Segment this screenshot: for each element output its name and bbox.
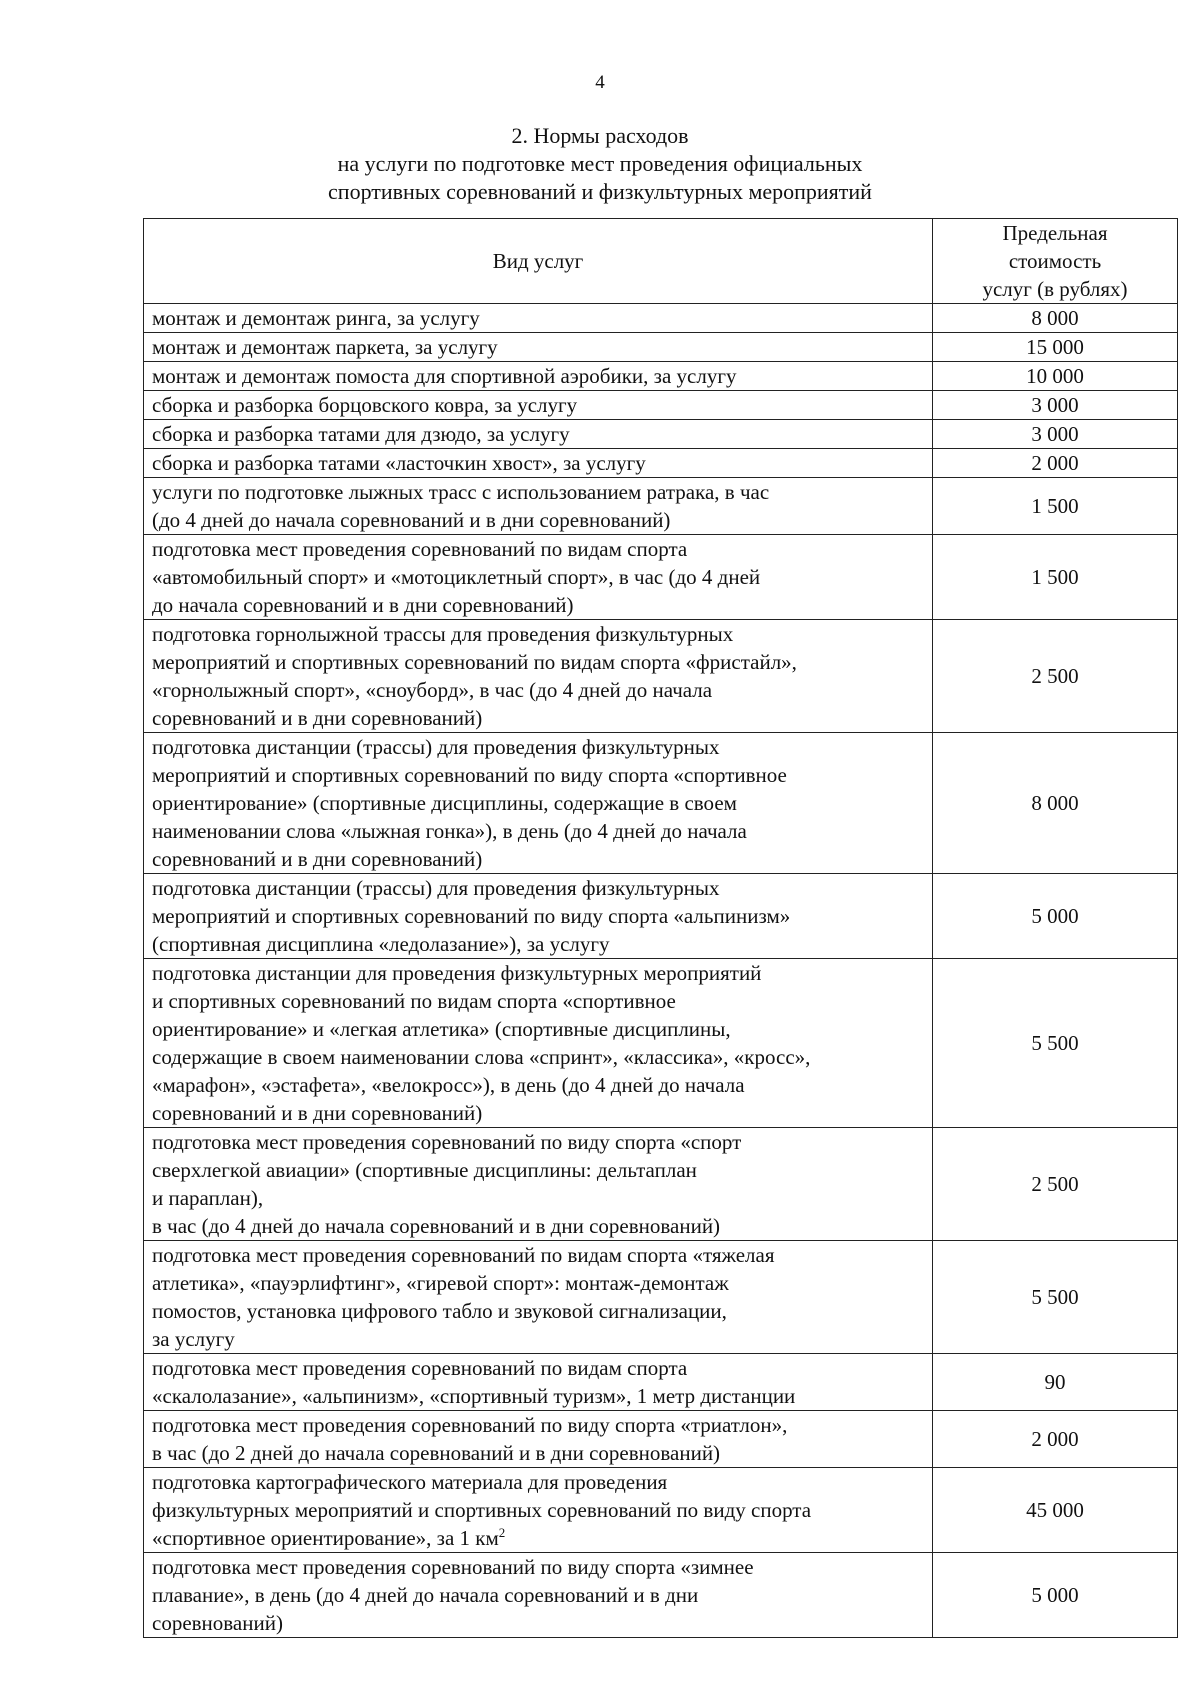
price-value: 8 000 [933, 304, 1178, 333]
service-line-text: соревнований и в дни соревнований) [152, 1101, 483, 1125]
price-value: 5 500 [933, 959, 1178, 1128]
service-line-text: «горнолыжный спорт», «сноуборд», в час (до 4 дней до начала [152, 678, 713, 702]
service-line [152, 1439, 924, 1467]
header-price-line: стоимость [1008, 249, 1102, 273]
service-line [152, 902, 924, 930]
service-line [152, 1128, 924, 1156]
service-line [152, 1382, 924, 1410]
service-line-text: монтаж и демонтаж паркета, за услугу [152, 335, 498, 359]
service-description [144, 535, 933, 620]
service-line-text: «автомобильный спорт» и «мотоциклетный спорт», в час (до 4 дней [152, 565, 761, 589]
service-line [152, 930, 924, 958]
header-service-type: Вид услуг [144, 219, 933, 304]
service-description [144, 449, 933, 478]
service-line-text: мероприятий и спортивных соревнований по видам спорта «фристайл», [152, 650, 797, 674]
table-row [144, 959, 1178, 1128]
price-value: 45 000 [933, 1468, 1178, 1553]
service-line-text: сборка и разборка борцовского ковра, за услугу [152, 393, 578, 417]
section-title [0, 122, 1200, 206]
service-description [144, 391, 933, 420]
table-row [144, 449, 1178, 478]
service-line [152, 1325, 924, 1353]
table-row [144, 333, 1178, 362]
page-number: 4 [595, 72, 605, 93]
service-line-text: сверхлегкой авиации» (спортивные дисциплины: дельтаплан [152, 1158, 697, 1182]
service-line-text: подготовка дистанции (трассы) для проведения физкультурных [152, 735, 720, 759]
service-line-text: соревнований) [152, 1611, 283, 1635]
service-line [152, 362, 924, 390]
service-line [152, 535, 924, 563]
table-row [144, 733, 1178, 874]
service-line-text: ориентирование» (спортивные дисциплины, содержащие в своем [152, 791, 737, 815]
price-value: 2 500 [933, 1128, 1178, 1241]
service-line-text: мероприятий и спортивных соревнований по виду спорта «альпинизм» [152, 904, 791, 928]
service-line [152, 987, 924, 1015]
service-description [144, 959, 933, 1128]
table-row [144, 1354, 1178, 1411]
service-line [152, 506, 924, 534]
service-line [152, 733, 924, 761]
service-line [152, 1524, 924, 1552]
price-value: 1 500 [933, 535, 1178, 620]
unit-superscript: 2 [498, 1525, 506, 1540]
service-description [144, 304, 933, 333]
service-line-text: подготовка дистанции для проведения физкультурных мероприятий [152, 961, 762, 985]
price-value: 5 500 [933, 1241, 1178, 1354]
table-row [144, 1468, 1178, 1553]
table-row [144, 478, 1178, 535]
service-line-text: сборка и разборка татами для дзюдо, за услугу [152, 422, 570, 446]
title-line: 2. Нормы расходов [511, 123, 689, 148]
service-line-text: за услугу [152, 1327, 235, 1351]
service-description [144, 874, 933, 959]
expense-norms-table [143, 218, 1178, 1638]
service-line-text: «скалолазание», «альпинизм», «спортивный туризм», 1 метр дистанции [152, 1384, 796, 1408]
service-line [152, 391, 924, 419]
title-line: спортивных соревнований и физкультурных мероприятий [328, 179, 872, 204]
service-line-text: наименовании слова «лыжная гонка»), в день (до 4 дней до начала [152, 819, 747, 843]
table-row [144, 874, 1178, 959]
price-value: 5 000 [933, 874, 1178, 959]
service-line-text: подготовка дистанции (трассы) для проведения физкультурных [152, 876, 720, 900]
header-max-price [933, 219, 1178, 304]
service-line [152, 1043, 924, 1071]
service-description [144, 733, 933, 874]
service-description [144, 333, 933, 362]
service-line [152, 1354, 924, 1382]
service-line-text: подготовка мест проведения соревнований по виду спорта «триатлон», [152, 1413, 788, 1437]
service-description [144, 362, 933, 391]
price-value: 10 000 [933, 362, 1178, 391]
table-header-row [144, 219, 1178, 304]
service-line [152, 1241, 924, 1269]
price-value: 1 500 [933, 478, 1178, 535]
service-line-text: и спортивных соревнований по видам спорта «спортивное [152, 989, 676, 1013]
service-line [152, 845, 924, 873]
service-line [152, 304, 924, 332]
service-line [152, 817, 924, 845]
service-line-text: «спортивное ориентирование», за 1 км [152, 1526, 499, 1550]
service-line [152, 1553, 924, 1581]
service-line-text: монтаж и демонтаж ринга, за услугу [152, 306, 480, 330]
service-line-text: подготовка горнолыжной трассы для проведения физкультурных [152, 622, 734, 646]
header-price-line: Предельная [1002, 221, 1108, 245]
table-row [144, 391, 1178, 420]
service-line [152, 1269, 924, 1297]
service-description [144, 1468, 933, 1553]
table-row [144, 420, 1178, 449]
service-line-text: в час (до 2 дней до начала соревнований и в дни соревнований) [152, 1441, 721, 1465]
service-line-text: подготовка мест проведения соревнований по виду спорта «спорт [152, 1130, 742, 1154]
service-line [152, 1212, 924, 1240]
service-line-text: в час (до 4 дней до начала соревнований и в дни соревнований) [152, 1214, 721, 1238]
service-description [144, 1354, 933, 1411]
service-line [152, 620, 924, 648]
service-line [152, 449, 924, 477]
price-value: 2 000 [933, 1411, 1178, 1468]
service-line-text: «марафон», «эстафета», «велокросс»), в день (до 4 дней до начала [152, 1073, 745, 1097]
header-price-line: услуг (в рублях) [982, 277, 1128, 301]
service-line-text: соревнований и в дни соревнований) [152, 706, 483, 730]
service-description [144, 1411, 933, 1468]
table-row [144, 362, 1178, 391]
service-line [152, 333, 924, 361]
service-line-text: физкультурных мероприятий и спортивных соревнований по виду спорта [152, 1498, 812, 1522]
service-line [152, 704, 924, 732]
service-line-text: сборка и разборка татами «ласточкин хвост», за услугу [152, 451, 646, 475]
table-row [144, 1241, 1178, 1354]
service-description [144, 478, 933, 535]
table-row [144, 304, 1178, 333]
service-line [152, 789, 924, 817]
service-line-text: подготовка мест проведения соревнований по видам спорта [152, 1356, 688, 1380]
service-line [152, 1184, 924, 1212]
table-row [144, 535, 1178, 620]
table-row [144, 1411, 1178, 1468]
service-line-text: подготовка мест проведения соревнований по виду спорта «зимнее [152, 1555, 754, 1579]
price-value: 2 000 [933, 449, 1178, 478]
service-line-text: подготовка картографического материала для проведения [152, 1470, 668, 1494]
service-line-text: помостов, установка цифрового табло и звуковой сигнализации, [152, 1299, 727, 1323]
price-value: 8 000 [933, 733, 1178, 874]
service-line [152, 761, 924, 789]
service-description [144, 1241, 933, 1354]
service-line [152, 1099, 924, 1127]
service-line-text: монтаж и демонтаж помоста для спортивной аэробики, за услугу [152, 364, 737, 388]
service-line-text: и параплан), [152, 1186, 264, 1210]
service-description [144, 420, 933, 449]
service-line-text: (спортивная дисциплина «ледолазание»), за услугу [152, 932, 610, 956]
price-value: 2 500 [933, 620, 1178, 733]
service-description [144, 1128, 933, 1241]
service-line [152, 874, 924, 902]
service-line [152, 648, 924, 676]
service-line [152, 1156, 924, 1184]
service-line-text: содержащие в своем наименовании слова «спринт», «классика», «кросс», [152, 1045, 811, 1069]
service-line [152, 1071, 924, 1099]
service-line-text: до начала соревнований и в дни соревнований) [152, 593, 574, 617]
service-line-text: подготовка мест проведения соревнований по видам спорта «тяжелая [152, 1243, 775, 1267]
service-line-text: услуги по подготовке лыжных трасс с использованием ратрака, в час [152, 480, 770, 504]
price-value: 3 000 [933, 391, 1178, 420]
price-value: 15 000 [933, 333, 1178, 362]
table-row [144, 620, 1178, 733]
price-value: 3 000 [933, 420, 1178, 449]
table-row [144, 1128, 1178, 1241]
service-line-text: подготовка мест проведения соревнований по видам спорта [152, 537, 688, 561]
service-line [152, 1609, 924, 1637]
service-line [152, 420, 924, 448]
service-line [152, 1411, 924, 1439]
service-line [152, 1581, 924, 1609]
service-line [152, 1015, 924, 1043]
service-line-text: плавание», в день (до 4 дней до начала соревнований и в дни [152, 1583, 699, 1607]
service-line [152, 1297, 924, 1325]
price-value: 90 [933, 1354, 1178, 1411]
table-body [144, 304, 1178, 1638]
service-line-text: атлетика», «пауэрлифтинг», «гиревой спорт»: монтаж-демонтаж [152, 1271, 729, 1295]
service-line-text: мероприятий и спортивных соревнований по виду спорта «спортивное [152, 763, 787, 787]
service-line [152, 959, 924, 987]
title-line: на услуги по подготовке мест проведения официальных [337, 151, 863, 176]
service-line-text: соревнований и в дни соревнований) [152, 847, 483, 871]
service-line [152, 1468, 924, 1496]
service-line [152, 676, 924, 704]
service-line-text: ориентирование» и «легкая атлетика» (спортивные дисциплины, [152, 1017, 731, 1041]
service-line-text: (до 4 дней до начала соревнований и в дни соревнований) [152, 508, 671, 532]
table-row [144, 1553, 1178, 1638]
price-value: 5 000 [933, 1553, 1178, 1638]
service-description [144, 1553, 933, 1638]
service-line [152, 1496, 924, 1524]
service-line [152, 478, 924, 506]
service-line [152, 591, 924, 619]
service-description [144, 620, 933, 733]
service-line [152, 563, 924, 591]
